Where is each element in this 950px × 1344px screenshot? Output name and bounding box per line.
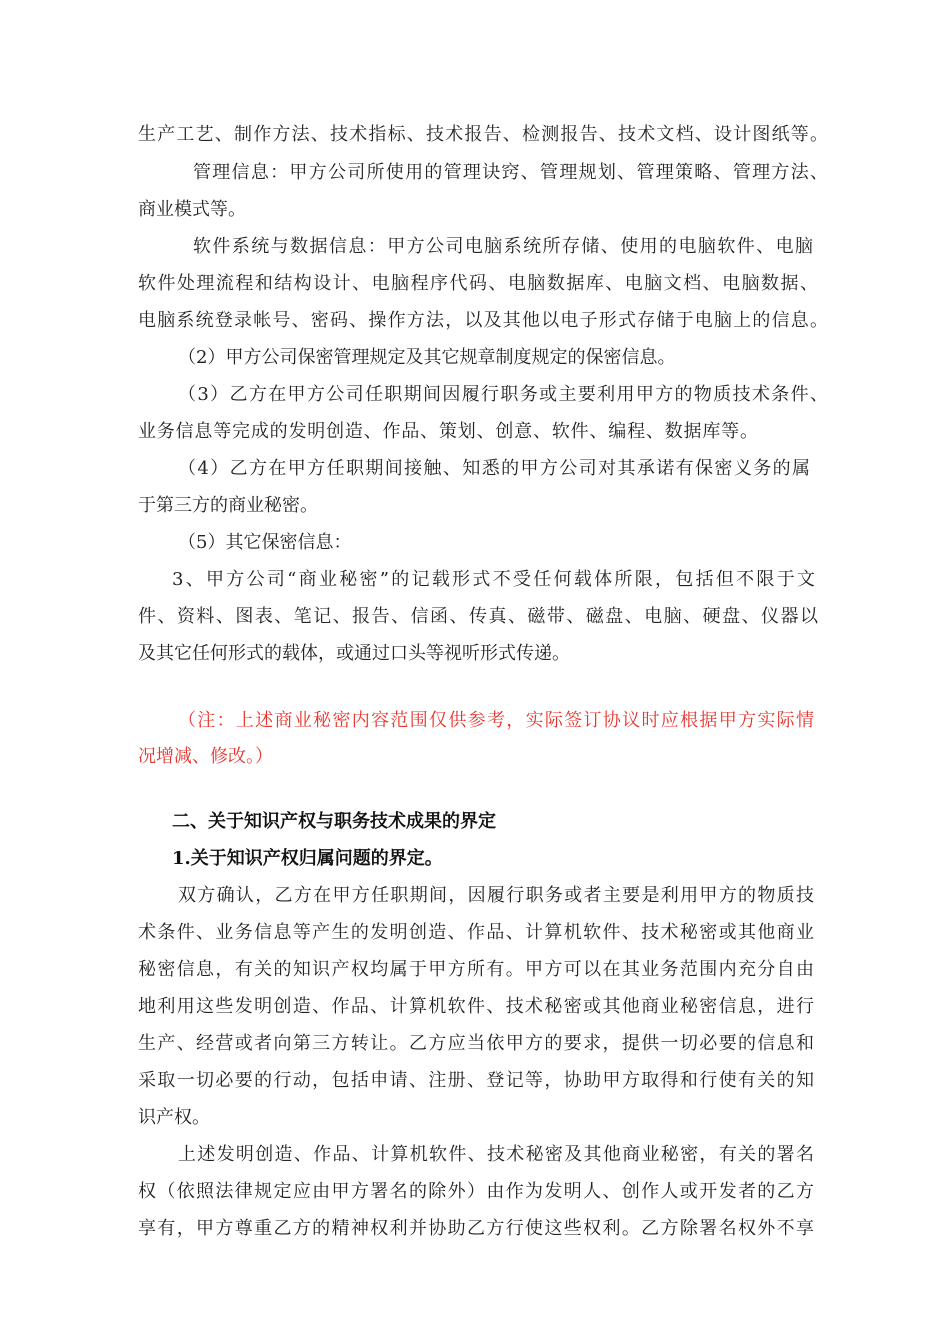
- note-line: （注：上述商业秘密内容范围仅供参考，实际签订协议时应根据甲方实际情: [178, 710, 814, 731]
- text-line: 软件系统与数据信息：甲方公司电脑系统所存储、使用的电脑软件、电脑: [193, 236, 813, 257]
- text-line: 3、甲方公司“商业秘密”的记载形式不受任何载体所限，包括但不限于文: [172, 569, 815, 590]
- text-line: 于第三方的商业秘密。: [138, 495, 318, 516]
- text-line: 管理信息：甲方公司所使用的管理诀窍、管理规划、管理策略、管理方法、: [193, 162, 828, 183]
- text-line: 上述发明创造、作品、计算机软件、技术秘密及其他商业秘密，有关的署名: [178, 1144, 814, 1165]
- note-line: 况增减、修改。）: [138, 746, 273, 767]
- text-line: （5）其它保密信息：: [178, 532, 352, 553]
- text-line: 生产工艺、制作方法、技术指标、技术报告、检测报告、技术文档、设计图纸等。: [138, 124, 828, 145]
- subsection-heading: 1.关于知识产权归属问题的界定。: [172, 848, 443, 869]
- text-line: 电脑系统登录帐号、密码、操作方法，以及其他以电子形式存储于电脑上的信息。: [138, 310, 828, 331]
- text-line: 采取一切必要的行动，包括申请、注册、登记等，协助甲方取得和行使有关的知: [138, 1070, 814, 1091]
- text-line: 生产、经营或者向第三方转让。乙方应当依甲方的要求，提供一切必要的信息和: [138, 1033, 814, 1054]
- text-line: 权（依照法律规定应由甲方署名的除外）由作为发明人、创作人或开发者的乙方: [138, 1181, 814, 1202]
- text-line: （2）甲方公司保密管理规定及其它规章制度规定的保密信息。: [178, 347, 676, 368]
- text-line: 及其它任何形式的载体，或通过口头等视听形式传递。: [138, 643, 570, 664]
- section-heading: 二、关于知识产权与职务技术成果的界定: [172, 811, 496, 832]
- text-line: 术条件、业务信息等产生的发明创造、作品、计算机软件、技术秘密或其他商业: [138, 922, 814, 943]
- text-line: 秘密信息，有关的知识产权均属于甲方所有。甲方可以在其业务范围内充分自由: [138, 959, 814, 980]
- text-line: 软件处理流程和结构设计、电脑程序代码、电脑数据库、电脑文档、电脑数据、: [138, 273, 818, 294]
- text-line: （3）乙方在甲方公司任职期间因履行职务或主要利用甲方的物质技术条件、: [178, 384, 828, 405]
- text-line: 地利用这些发明创造、作品、计算机软件、技术秘密或其他商业秘密信息，进行: [138, 996, 814, 1017]
- text-line: 商业模式等。: [138, 199, 246, 220]
- text-line: 享有，甲方尊重乙方的精神权利并协助乙方行使这些权利。乙方除署名权外不享: [138, 1218, 814, 1239]
- text-line: 双方确认，乙方在甲方任职期间，因履行职务或者主要是利用甲方的物质技: [178, 885, 814, 906]
- text-line: 件、资料、图表、笔记、报告、信函、传真、磁带、磁盘、电脑、硬盘、仪器以: [138, 606, 818, 627]
- text-line: （4）乙方在甲方任职期间接触、知悉的甲方公司对其承诺有保密义务的属: [178, 458, 810, 479]
- text-line: 业务信息等完成的发明创造、作品、策划、创意、软件、编程、数据库等。: [138, 421, 758, 442]
- text-line: 识产权。: [138, 1107, 210, 1128]
